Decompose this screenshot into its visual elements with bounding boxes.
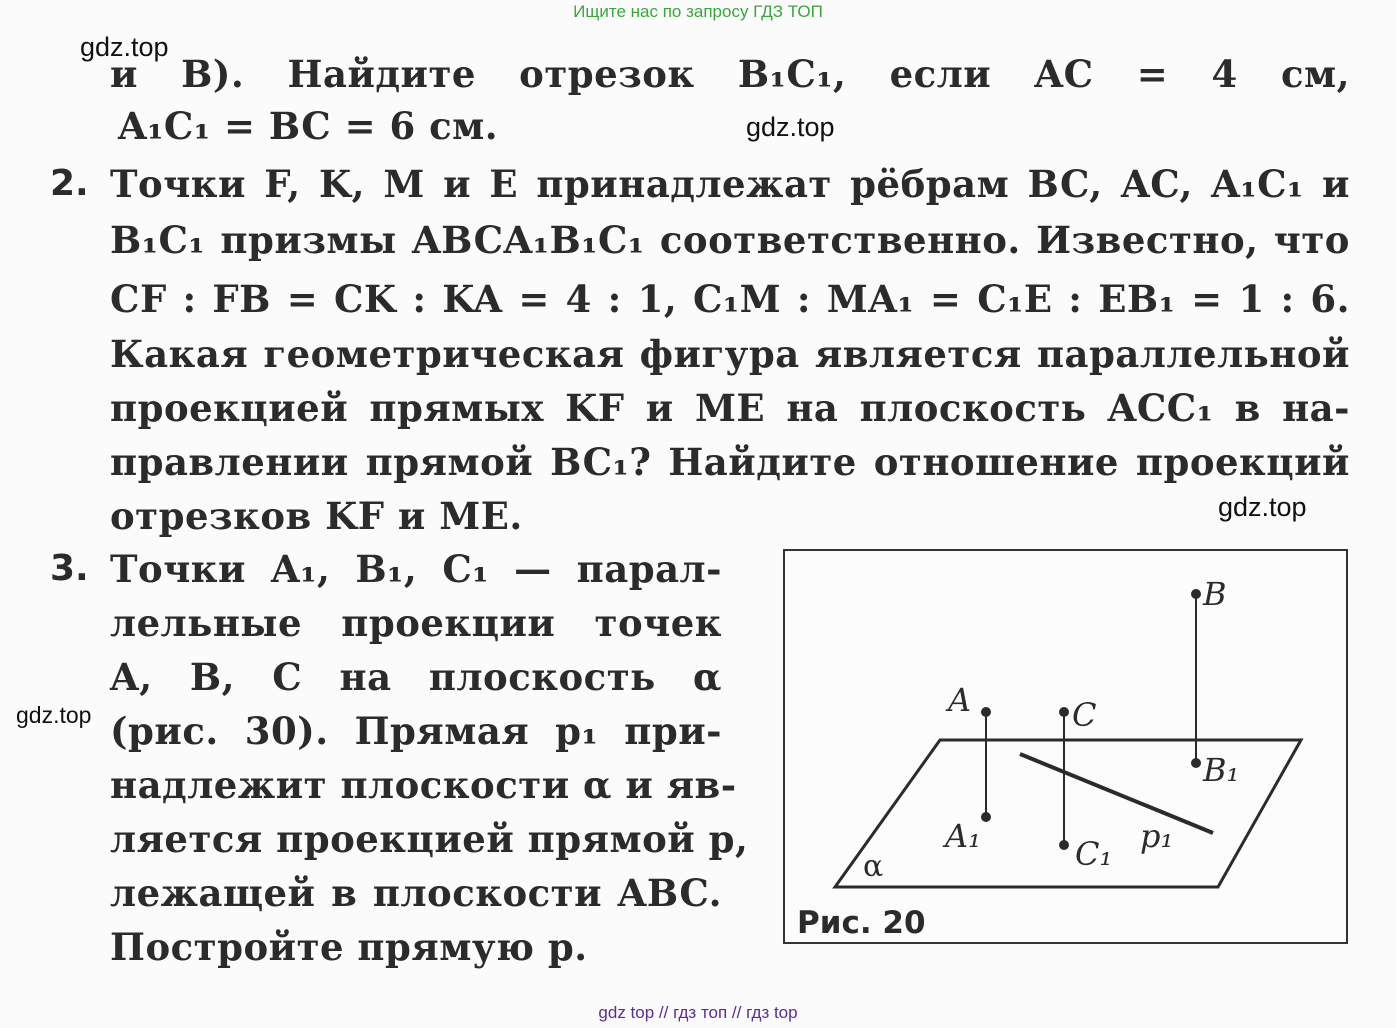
problem2-line-5: проекцией прямых KF и ME на плоскость ACC₁ в на- — [110, 386, 1350, 430]
figure-frame — [783, 549, 1348, 944]
problem3-line-1: Точки A₁, B₁, C₁ — парал- — [110, 547, 722, 591]
watermark: gdz.top — [80, 32, 169, 62]
problem2-line-1: Точки F, K, M и E принадлежат рёбрам BC, AC, A₁C₁ и — [110, 162, 1350, 206]
point-a — [981, 707, 991, 717]
problem2-line-2: B₁C₁ призмы ABCA₁B₁C₁ соответственно. Известно, что — [110, 218, 1350, 262]
label-a1: A₁ — [945, 817, 981, 855]
problem2-line-7: отрезков KF и ME. — [110, 494, 523, 538]
problem3-line-6: ляется проекцией прямой p, — [110, 817, 749, 861]
point-b — [1191, 589, 1201, 599]
label-b1: B₁ — [1203, 751, 1240, 789]
point-a1 — [981, 812, 991, 822]
watermark: gdz.top — [746, 112, 835, 142]
problem2-line-4: Какая геометрическая фигура является параллельной — [110, 332, 1350, 376]
problem2-line-6: правлении прямой BC₁? Найдите отношение проекций — [110, 440, 1350, 484]
problem3-line-8: Постройте прямую p. — [110, 925, 588, 969]
figure-caption: Рис. 20 — [797, 905, 926, 941]
problem2-number: 2. — [50, 163, 89, 204]
label-b: B — [1203, 575, 1227, 613]
watermark: gdz.top — [1218, 492, 1307, 522]
watermark: gdz.top — [16, 702, 92, 728]
line-p1 — [1020, 754, 1213, 833]
label-p1: p₁ — [1140, 817, 1174, 855]
problem3-line-3: A, B, C на плоскость α — [110, 655, 722, 699]
problem2-line-3: CF : FB = CK : KA = 4 : 1, C₁M : MA₁ = C₁E : EB₁ = 1 : 6. — [110, 277, 1350, 321]
header-note: Ищите нас по запросу ГДЗ ТОП — [573, 2, 823, 21]
point-b1 — [1191, 758, 1201, 768]
projection-diagram — [785, 551, 1346, 942]
label-c: C — [1072, 696, 1097, 734]
footer-note: gdz top // гдз топ // гдз top — [598, 1003, 798, 1022]
point-c1 — [1059, 840, 1069, 850]
problem3-line-4: (рис. 30). Прямая p₁ при- — [110, 709, 722, 753]
problem3-number: 3. — [50, 548, 89, 589]
problem3-line-5: надлежит плоскости α и яв- — [110, 763, 737, 807]
label-a: A — [948, 681, 972, 719]
problem3-line-7: лежащей в плоскости ABC. — [110, 871, 722, 915]
label-c1: C₁ — [1075, 835, 1113, 873]
problem1-line-1: и B). Найдите отрезок B₁C₁, если AC = 4 см, — [110, 52, 1350, 96]
point-c — [1059, 707, 1069, 717]
label-alpha: α — [863, 849, 884, 884]
problem1-line-2: A₁C₁ = BC = 6 см. — [118, 104, 499, 148]
problem3-line-2: лельные проекции точек — [110, 601, 722, 645]
